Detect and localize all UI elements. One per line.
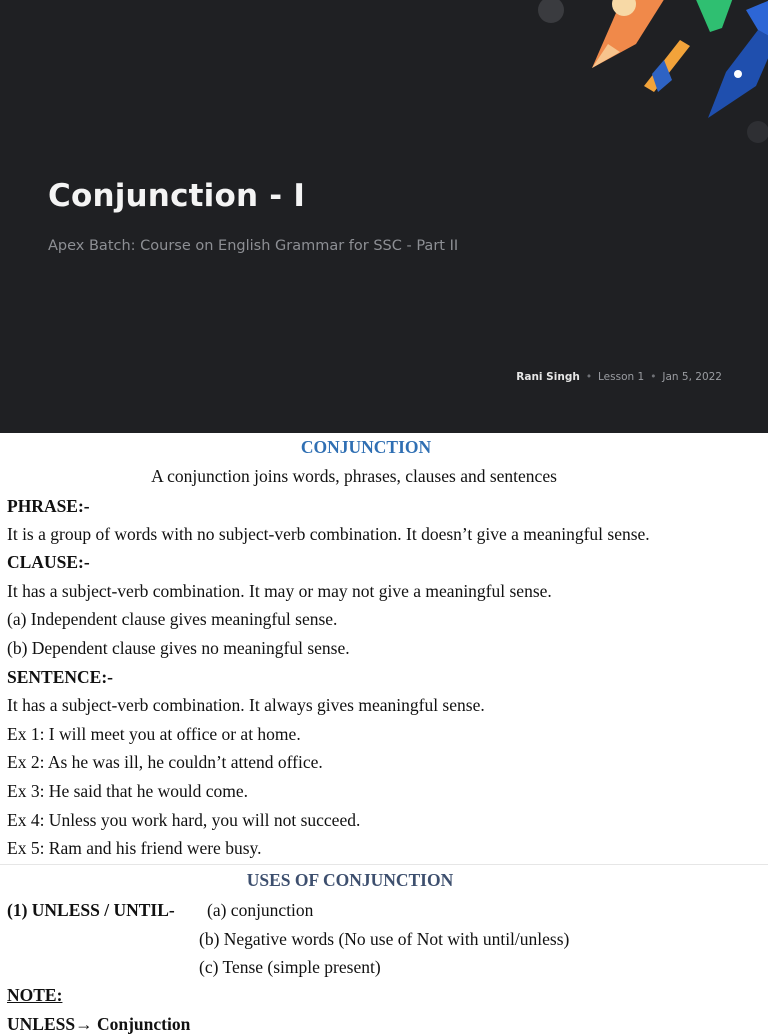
clause-label: CLAUSE:- (7, 552, 90, 572)
uses-heading: USES OF CONJUNCTION (246, 870, 454, 890)
course-subtitle: Apex Batch: Course on English Grammar for SSC - Part II (48, 238, 459, 254)
uses-subpoint: (c) Tense (simple present) (199, 957, 381, 977)
phrase-definition: It is a group of words with no subject-verb combination. It doesn’t give a meaningful sense. (7, 524, 650, 544)
lesson-meta (516, 371, 722, 383)
section-divider (0, 864, 768, 865)
doc-heading: CONJUNCTION (300, 437, 432, 457)
lesson-banner (0, 0, 768, 433)
lesson-document (0, 433, 768, 1034)
meta-separator: • (585, 371, 593, 383)
uses-subpoint: (b) Negative words (No use of Not with until/unless) (199, 929, 570, 949)
author-name[interactable]: Rani Singh (516, 371, 580, 383)
sentence-definition: It has a subject-verb combination. It always gives meaningful sense. (7, 695, 485, 715)
clause-point-b: (b) Dependent clause gives no meaningful sense. (7, 638, 350, 658)
example-line: Ex 4: Unless you work hard, you will not succeed. (7, 810, 361, 830)
example-line: Ex 5: Ram and his friend were busy. (7, 838, 262, 858)
doc-intro: A conjunction joins words, phrases, clauses and sentences (151, 466, 557, 486)
note-label: NOTE: (7, 985, 63, 1005)
example-line: Ex 2: As he was ill, he couldn’t attend office. (7, 752, 323, 772)
lesson-title: Conjunction - I (48, 178, 306, 214)
lesson-number: Lesson 1 (598, 371, 645, 383)
note-partial-line: UNLESS→ Conjunction (7, 1014, 191, 1034)
sentence-label: SENTENCE:- (7, 667, 113, 687)
uses-subpoint: (a) conjunction (207, 900, 314, 920)
phrase-label: PHRASE:- (7, 496, 90, 516)
clause-point-a: (a) Independent clause gives meaningful sense. (7, 609, 338, 629)
example-line: Ex 1: I will meet you at office or at home. (7, 724, 301, 744)
uses-item-label: (1) UNLESS / UNTIL- (7, 900, 175, 920)
meta-separator: • (650, 371, 657, 383)
lesson-date: Jan 5, 2022 (662, 371, 722, 383)
example-line: Ex 3: He said that he would come. (7, 781, 249, 801)
clause-definition: It has a subject-verb combination. It may or may not give a meaningful sense. (7, 581, 552, 601)
stationery-illustration (508, 0, 768, 160)
